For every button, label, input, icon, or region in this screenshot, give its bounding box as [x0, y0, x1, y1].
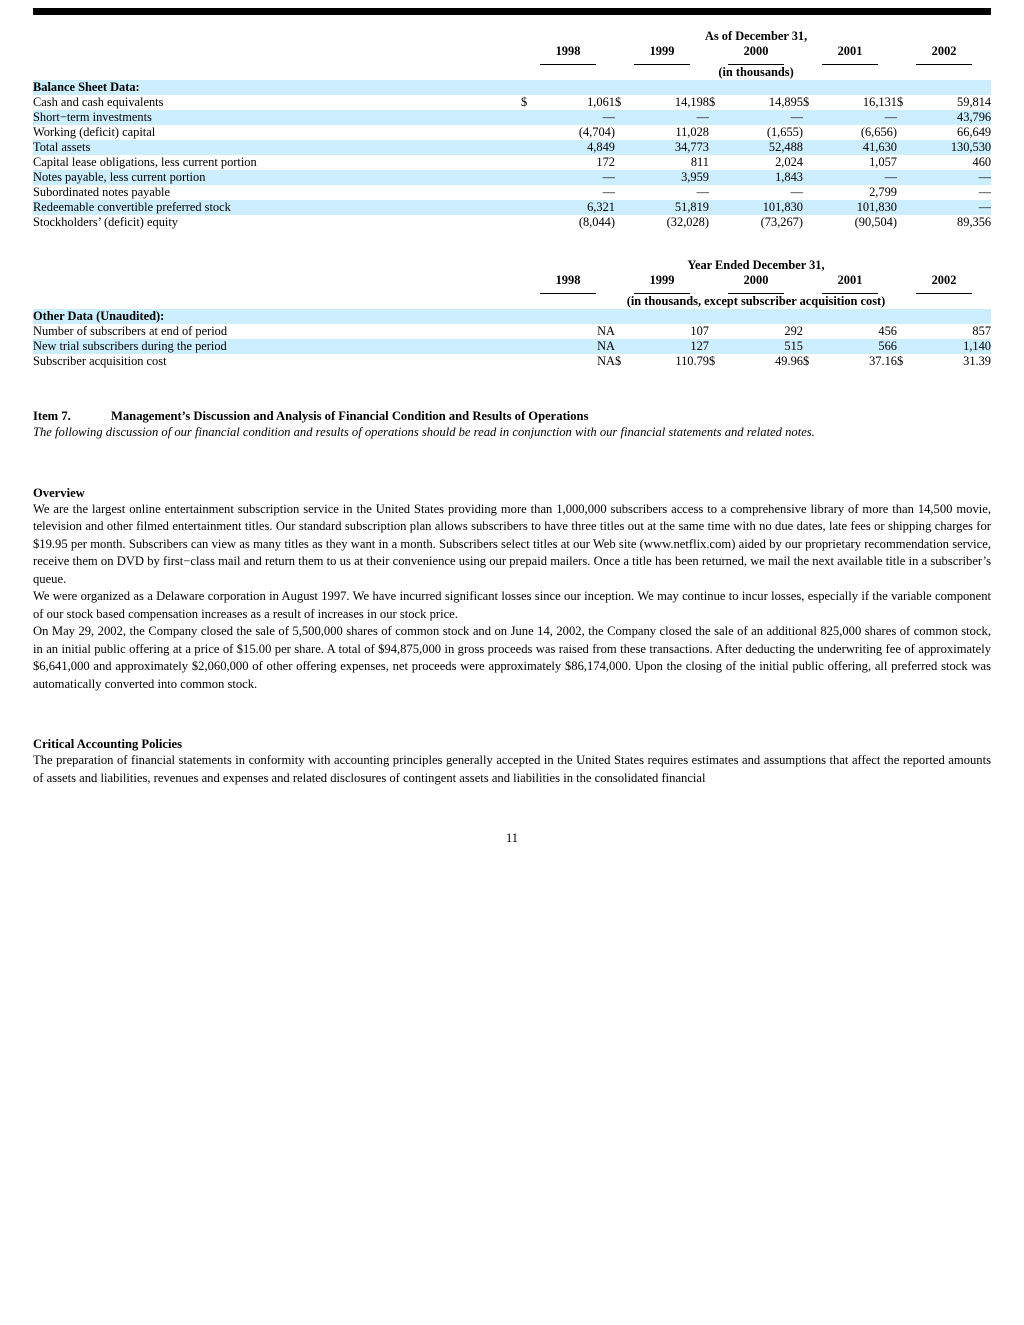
cell-value: 456: [878, 324, 897, 338]
dollar-sign: [709, 155, 741, 170]
dollar-sign: [615, 110, 647, 125]
table-caption-row: [33, 29, 991, 44]
dollar-sign: [709, 125, 741, 140]
cell-value: NA: [597, 339, 615, 353]
dollar-sign: [803, 140, 835, 155]
cell-value: 857: [972, 324, 992, 338]
cell-value: 2,024: [775, 155, 803, 169]
section-label: Balance Sheet Data:: [33, 80, 140, 94]
table-units-row: [33, 65, 991, 80]
dollar-sign: [897, 125, 929, 140]
row-label: Short−term investments: [33, 110, 152, 124]
dollar-sign: [521, 339, 553, 354]
table-row: [33, 354, 991, 369]
dollar-sign: [521, 324, 553, 339]
cell-value: 41,630: [862, 140, 897, 154]
dollar-sign: [803, 170, 835, 185]
cell-value: —: [884, 110, 897, 124]
table-row: [33, 125, 991, 140]
dollar-sign: [897, 170, 929, 185]
dollar-sign: [803, 110, 835, 125]
table-year-header: [33, 44, 991, 65]
cell-value: (73,267): [760, 215, 803, 229]
intro-note: The following discussion of our financial condition and results of operations should be read in conjunction with our financial statements and related notes.: [33, 425, 815, 439]
table-row: [33, 95, 991, 110]
table-year-header: [33, 273, 991, 294]
units-label: (in thousands): [718, 65, 794, 79]
dollar-sign: [709, 339, 741, 354]
cell-value: 127: [690, 339, 709, 353]
cell-value: —: [602, 110, 615, 124]
dollar-sign: [615, 215, 647, 230]
year-label: 1998: [540, 273, 596, 294]
table-row: [33, 170, 991, 185]
dollar-sign: [709, 185, 741, 200]
cell-value: 6,321: [587, 200, 615, 214]
row-label: Cash and cash equivalents: [33, 95, 164, 109]
table-row: [33, 140, 991, 155]
critical-paragraph-1: The preparation of financial statements in conformity with accounting principles generally accepted in the United States requires estimates and assumptions that affect the reported amounts of assets and liabilities, revenues and expenses and related disclosures of contingent assets and liabilities in the consolidated financial: [33, 753, 991, 785]
row-label: Subordinated notes payable: [33, 185, 170, 199]
dollar-sign: [803, 155, 835, 170]
cell-value: 59,814: [957, 95, 992, 109]
cell-value: —: [696, 185, 709, 199]
dollar-sign: [897, 110, 929, 125]
cell-value: 34,773: [674, 140, 709, 154]
dollar-sign: [521, 110, 553, 125]
cell-value: —: [790, 185, 803, 199]
table-units-row: [33, 294, 991, 309]
item7-title: Management’s Discussion and Analysis of Financial Condition and Results of Operations: [111, 409, 589, 423]
cell-value: —: [696, 110, 709, 124]
table-row: [33, 215, 991, 230]
cell-value: 66,649: [957, 125, 992, 139]
dollar-sign: [897, 215, 929, 230]
cell-value: (8,044): [578, 215, 615, 229]
cell-value: 811: [690, 155, 709, 169]
dollar-sign: [803, 324, 835, 339]
dollar-sign: [521, 155, 553, 170]
cell-value: 172: [596, 155, 615, 169]
table-row: [33, 185, 991, 200]
dollar-sign: [521, 200, 553, 215]
year-label: 2000: [728, 44, 784, 65]
year-label: 2001: [822, 44, 878, 65]
cell-value: 101,830: [856, 200, 897, 214]
dollar-sign: [709, 324, 741, 339]
row-label: Subscriber acquisition cost: [33, 354, 167, 368]
dollar-sign: $: [897, 354, 904, 368]
cell-value: —: [884, 170, 897, 184]
cell-value: —: [978, 185, 992, 199]
dollar-sign: [615, 140, 647, 155]
dollar-sign: $: [803, 354, 810, 368]
dollar-sign: $: [615, 354, 622, 368]
cell-value: 11,028: [675, 125, 709, 139]
dollar-sign: [615, 200, 647, 215]
cell-value: (4,704): [578, 125, 615, 139]
cell-value: 14,895: [768, 95, 803, 109]
table-row: [33, 200, 991, 215]
cell-value: 43,796: [957, 110, 992, 124]
item7-number: Item 7.: [33, 409, 71, 423]
dollar-sign: [897, 339, 929, 354]
cell-value: 1,057: [869, 155, 897, 169]
year-label: 2002: [916, 44, 972, 65]
item7-heading: [33, 409, 991, 424]
cell-value: (90,504): [854, 215, 897, 229]
cell-value: 1,061: [587, 95, 615, 109]
dollar-sign: [897, 200, 929, 215]
cell-value: —: [978, 170, 992, 184]
year-label: 2000: [728, 273, 784, 294]
cell-value: (6,656): [860, 125, 897, 139]
dollar-sign: [521, 170, 553, 185]
dollar-sign: [709, 200, 741, 215]
year-label: 2001: [822, 273, 878, 294]
cell-value: 110.79: [675, 354, 709, 368]
row-label: Redeemable convertible preferred stock: [33, 200, 231, 214]
dollar-sign: [803, 185, 835, 200]
dollar-sign: [521, 354, 553, 369]
units-label: (in thousands, except subscriber acquisition cost): [626, 294, 886, 308]
row-label: Notes payable, less current portion: [33, 170, 206, 184]
year-label: 2002: [916, 273, 972, 294]
section-header-row: [33, 80, 991, 95]
dollar-sign: [709, 170, 741, 185]
section-label: Other Data (Unaudited):: [33, 309, 165, 323]
dollar-sign: [521, 125, 553, 140]
dollar-sign: [615, 170, 647, 185]
cell-value: NA: [597, 354, 615, 368]
cell-value: NA: [597, 324, 615, 338]
dollar-sign: [615, 324, 647, 339]
table-caption-row: [33, 258, 991, 273]
section-header-row: [33, 309, 991, 324]
dollar-sign: $: [615, 95, 622, 109]
cell-value: 52,488: [768, 140, 803, 154]
cell-value: —: [978, 200, 992, 214]
cell-value: 4,849: [587, 140, 615, 154]
cell-value: —: [602, 185, 615, 199]
cell-value: 2,799: [869, 185, 897, 199]
table-row: [33, 155, 991, 170]
dollar-sign: [615, 155, 647, 170]
dollar-sign: [803, 125, 835, 140]
year-label: 1999: [634, 44, 690, 65]
dollar-sign: [521, 140, 553, 155]
overview-paragraph-2: We were organized as a Delaware corporation in August 1997. We have incurred significant losses since our inception. We may continue to incur losses, especially if the variable component of our stock based compensation increases as a result of increases in our stock price.: [33, 589, 991, 621]
table-caption: Year Ended December 31,: [687, 258, 825, 272]
row-label: Capital lease obligations, less current portion: [33, 155, 257, 169]
top-rule: [33, 8, 991, 15]
row-label: Total assets: [33, 140, 91, 154]
cell-value: 3,959: [681, 170, 709, 184]
cell-value: 101,830: [762, 200, 803, 214]
dollar-sign: [803, 200, 835, 215]
dollar-sign: [615, 185, 647, 200]
dollar-sign: [709, 110, 741, 125]
dollar-sign: [521, 215, 553, 230]
dollar-sign: [615, 125, 647, 140]
cell-value: 37.16: [869, 354, 897, 368]
cell-value: 130,530: [950, 140, 992, 154]
dollar-sign: [897, 140, 929, 155]
dollar-sign: $: [897, 95, 904, 109]
cell-value: —: [790, 110, 803, 124]
cell-value: 16,131: [862, 95, 897, 109]
dollar-sign: [803, 339, 835, 354]
table-row: [33, 324, 991, 339]
cell-value: 107: [690, 324, 709, 338]
cell-value: 49.96: [775, 354, 803, 368]
page-number: 11: [506, 831, 518, 845]
dollar-sign: $: [803, 95, 810, 109]
critical-accounting-heading: Critical Accounting Policies: [33, 737, 183, 751]
cell-value: 515: [784, 339, 803, 353]
cell-value: 566: [878, 339, 897, 353]
row-label: Stockholders’ (deficit) equity: [33, 215, 178, 229]
dollar-sign: [897, 155, 929, 170]
balance-sheet-table: [33, 29, 991, 230]
other-data-table: [33, 258, 991, 369]
dollar-sign: [897, 185, 929, 200]
dollar-sign: [897, 324, 929, 339]
cell-value: 292: [784, 324, 803, 338]
cell-value: —: [602, 170, 615, 184]
row-label: Working (deficit) capital: [33, 125, 156, 139]
cell-value: 1,843: [775, 170, 803, 184]
cell-value: 31.39: [963, 354, 992, 368]
dollar-sign: [615, 339, 647, 354]
row-label: New trial subscribers during the period: [33, 339, 227, 353]
overview-paragraph-3: On May 29, 2002, the Company closed the sale of 5,500,000 shares of common stock and on June 14, 2002, the Company closed the sale of an additional 825,000 shares of common stock, in an initial public offering at a price of $15.00 per share. A total of $94,875,000 in gross proceeds was raised from these transactions. After deducting the underwriting fee of approximately $6,641,000 and approximately $2,060,000 of other offering expenses, net proceeds were approximately $86,174,000. Upon the closing of the initial public offering, all preferred stock was automatically converted into common stock.: [33, 624, 991, 691]
dollar-sign: [709, 215, 741, 230]
cell-value: 1,140: [963, 339, 992, 353]
dollar-sign: [709, 140, 741, 155]
dollar-sign: $: [521, 95, 528, 109]
cell-value: 89,356: [957, 215, 992, 229]
row-label: Number of subscribers at end of period: [33, 324, 228, 338]
table-row: [33, 110, 991, 125]
dollar-sign: $: [709, 354, 716, 368]
table-row: [33, 339, 991, 354]
dollar-sign: [803, 215, 835, 230]
cell-value: 460: [972, 155, 992, 169]
overview-paragraph-1: We are the largest online entertainment subscription service in the United States providing more than 1,000,000 subscribers access to a comprehensive library of more than 14,500 movie, television and other filmed entertainment titles. Our standard subscription plan allows subscribers to have three titles out at the same time with no due dates, late fees or shipping charges for $19.95 per month. Subscribers can view as many titles as they want in a month. Subscribers select titles at our Web site (www.netflix.com) aided by our proprietary recommendation service, receive them on DVD by first−class mail and return them to us at their convenience using our prepaid mailers. Once a title has been returned, we mail the next available title in a subscriber’s queue.: [33, 501, 991, 586]
cell-value: (32,028): [666, 215, 709, 229]
cell-value: 14,198: [674, 95, 709, 109]
table-caption: As of December 31,: [704, 29, 808, 43]
cell-value: (1,655): [766, 125, 803, 139]
overview-heading: Overview: [33, 485, 85, 500]
year-label: 1998: [540, 44, 596, 65]
dollar-sign: [521, 185, 553, 200]
year-label: 1999: [634, 273, 690, 294]
dollar-sign: $: [709, 95, 716, 109]
cell-value: 51,819: [674, 200, 709, 214]
